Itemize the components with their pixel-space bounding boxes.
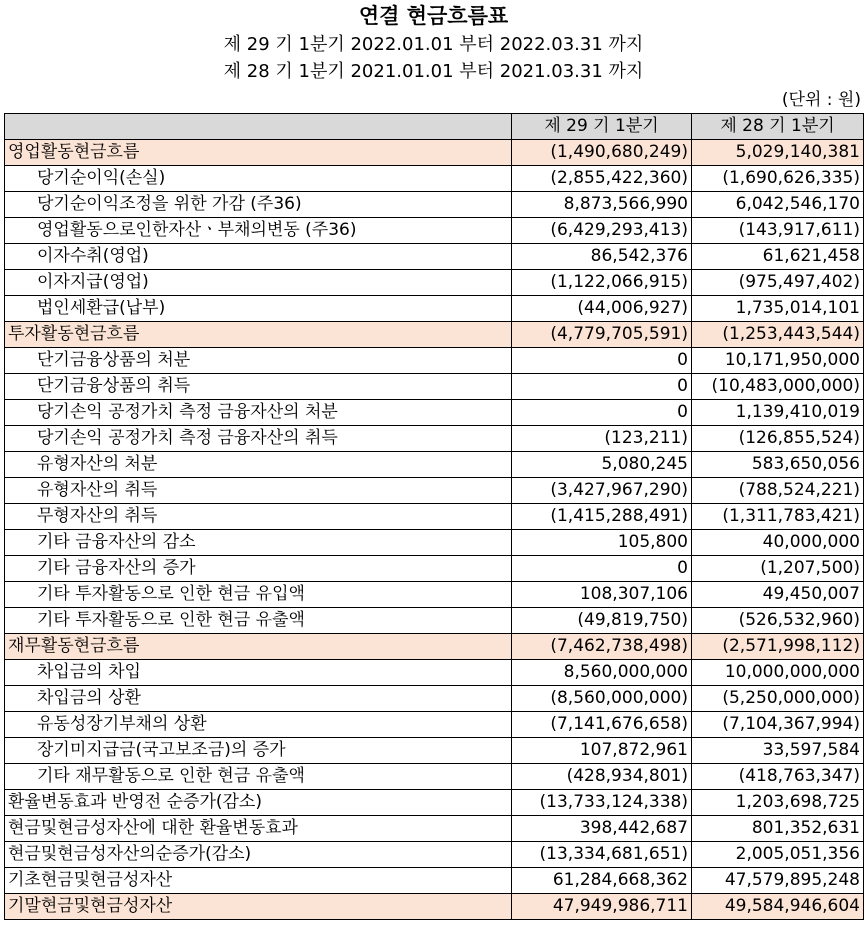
row-label: 당기순이익조정을 위한 가감 (주36) — [5, 192, 512, 218]
row-prior-value: (788,524,221) — [692, 478, 864, 504]
row-label: 무형자산의 취득 — [5, 504, 512, 530]
table-row — [5, 530, 864, 556]
table-row — [5, 686, 864, 712]
row-label: 현금및현금성자산에 대한 환율변동효과 — [5, 816, 512, 842]
table-row — [5, 452, 864, 478]
row-current-value: (1,490,680,249) — [512, 140, 692, 166]
row-label: 기타 금융자산의 증가 — [5, 556, 512, 582]
row-prior-value: (1,690,626,335) — [692, 166, 864, 192]
header-row — [5, 114, 864, 140]
table-row — [5, 478, 864, 504]
row-current-value: (13,334,681,651) — [512, 842, 692, 868]
row-current-value: 0 — [512, 348, 692, 374]
row-label: 단기금융상품의 취득 — [5, 374, 512, 400]
row-prior-value: (1,311,783,421) — [692, 504, 864, 530]
row-current-value: (6,429,293,413) — [512, 218, 692, 244]
table-row — [5, 426, 864, 452]
table-row — [5, 790, 864, 816]
row-label: 이자지급(영업) — [5, 270, 512, 296]
row-current-value: (13,733,124,338) — [512, 790, 692, 816]
row-prior-value: (418,763,347) — [692, 764, 864, 790]
period-current: 제 29 기 1분기 2022.01.01 부터 2022.03.31 까지 — [223, 34, 644, 55]
row-current-value: 8,560,000,000 — [512, 660, 692, 686]
table-row — [5, 270, 864, 296]
row-label: 차입금의 상환 — [5, 686, 512, 712]
table-row — [5, 244, 864, 270]
row-label: 당기순이익(손실) — [5, 166, 512, 192]
row-current-value: (1,415,288,491) — [512, 504, 692, 530]
row-prior-value: (5,250,000,000) — [692, 686, 864, 712]
row-current-value: (49,819,750) — [512, 608, 692, 634]
table-row — [5, 634, 864, 660]
table-row — [5, 738, 864, 764]
row-label: 당기손익 공정가치 측정 금융자산의 처분 — [5, 400, 512, 426]
row-label: 단기금융상품의 처분 — [5, 348, 512, 374]
row-prior-value: 801,352,631 — [692, 816, 864, 842]
row-prior-value: (975,497,402) — [692, 270, 864, 296]
row-label: 기타 재무활동으로 인한 현금 유출액 — [5, 764, 512, 790]
row-label: 유형자산의 처분 — [5, 452, 512, 478]
row-prior-value: 1,735,014,101 — [692, 296, 864, 322]
table-row — [5, 608, 864, 634]
row-prior-value: (1,253,443,544) — [692, 322, 864, 348]
row-current-value: (44,006,927) — [512, 296, 692, 322]
header-prior-period: 제 28 기 1분기 — [692, 114, 864, 140]
row-current-value: 47,949,986,711 — [512, 894, 692, 920]
table-row — [5, 348, 864, 374]
row-label: 재무활동현금흐름 — [5, 634, 512, 660]
row-label: 기말현금및현금성자산 — [5, 894, 512, 920]
row-prior-value: 2,005,051,356 — [692, 842, 864, 868]
row-current-value: 86,542,376 — [512, 244, 692, 270]
row-current-value: (8,560,000,000) — [512, 686, 692, 712]
row-prior-value: (526,532,960) — [692, 608, 864, 634]
row-label: 장기미지급금(국고보조금)의 증가 — [5, 738, 512, 764]
row-label: 유형자산의 취득 — [5, 478, 512, 504]
row-current-value: 398,442,687 — [512, 816, 692, 842]
row-current-value: (7,141,676,658) — [512, 712, 692, 738]
row-current-value: (2,855,422,360) — [512, 166, 692, 192]
row-current-value: 0 — [512, 374, 692, 400]
row-current-value: 0 — [512, 400, 692, 426]
row-prior-value: 47,579,895,248 — [692, 868, 864, 894]
row-prior-value: 61,621,458 — [692, 244, 864, 270]
row-prior-value: (10,483,000,000) — [692, 374, 864, 400]
table-row — [5, 504, 864, 530]
row-current-value: 8,873,566,990 — [512, 192, 692, 218]
row-current-value: (4,779,705,591) — [512, 322, 692, 348]
row-label: 기타 투자활동으로 인한 현금 유입액 — [5, 582, 512, 608]
table-row — [5, 140, 864, 166]
row-label: 기초현금및현금성자산 — [5, 868, 512, 894]
table-row — [5, 868, 864, 894]
row-current-value: 5,080,245 — [512, 452, 692, 478]
row-prior-value: (143,917,611) — [692, 218, 864, 244]
table-row — [5, 166, 864, 192]
row-label: 투자활동현금흐름 — [5, 322, 512, 348]
table-row — [5, 296, 864, 322]
header-current-period: 제 29 기 1분기 — [512, 114, 692, 140]
unit-label: (단위 : 원) — [781, 90, 861, 110]
row-label: 기타 투자활동으로 인한 현금 유출액 — [5, 608, 512, 634]
row-prior-value: 49,584,946,604 — [692, 894, 864, 920]
table-row — [5, 192, 864, 218]
row-prior-value: 33,597,584 — [692, 738, 864, 764]
table-row — [5, 712, 864, 738]
table-row — [5, 400, 864, 426]
table-row — [5, 218, 864, 244]
table-row — [5, 660, 864, 686]
row-label: 현금및현금성자산의순증가(감소) — [5, 842, 512, 868]
row-prior-value: 1,139,410,019 — [692, 400, 864, 426]
row-label: 차입금의 차입 — [5, 660, 512, 686]
row-current-value: 61,284,668,362 — [512, 868, 692, 894]
row-prior-value: 6,042,546,170 — [692, 192, 864, 218]
row-prior-value: (2,571,998,112) — [692, 634, 864, 660]
row-label: 유동성장기부채의 상환 — [5, 712, 512, 738]
table-row — [5, 556, 864, 582]
row-prior-value: 1,203,698,725 — [692, 790, 864, 816]
cash-flow-table — [4, 113, 864, 920]
table-row — [5, 894, 864, 920]
row-label: 영업활동으로인한자산ㆍ부채의변동 (주36) — [5, 218, 512, 244]
row-prior-value: 49,450,007 — [692, 582, 864, 608]
row-current-value: (1,122,066,915) — [512, 270, 692, 296]
row-current-value: 0 — [512, 556, 692, 582]
table-row — [5, 816, 864, 842]
row-prior-value: 10,171,950,000 — [692, 348, 864, 374]
table-row — [5, 374, 864, 400]
row-prior-value: (1,207,500) — [692, 556, 864, 582]
row-label: 환율변동효과 반영전 순증가(감소) — [5, 790, 512, 816]
row-current-value: 107,872,961 — [512, 738, 692, 764]
row-current-value: 108,307,106 — [512, 582, 692, 608]
row-current-value: 105,800 — [512, 530, 692, 556]
row-prior-value: 583,650,056 — [692, 452, 864, 478]
table-row — [5, 322, 864, 348]
row-label: 이자수취(영업) — [5, 244, 512, 270]
row-current-value: (428,934,801) — [512, 764, 692, 790]
header-label — [5, 114, 512, 140]
row-label: 당기손익 공정가치 측정 금융자산의 취득 — [5, 426, 512, 452]
period-prior: 제 28 기 1분기 2021.01.01 부터 2021.03.31 까지 — [223, 61, 644, 82]
row-label: 기타 금융자산의 감소 — [5, 530, 512, 556]
row-prior-value: 10,000,000,000 — [692, 660, 864, 686]
table-row — [5, 842, 864, 868]
row-label: 법인세환급(납부) — [5, 296, 512, 322]
table-row — [5, 582, 864, 608]
row-prior-value: 5,029,140,381 — [692, 140, 864, 166]
table-row — [5, 764, 864, 790]
row-label: 영업활동현금흐름 — [5, 140, 512, 166]
row-current-value: (123,211) — [512, 426, 692, 452]
row-prior-value: (7,104,367,994) — [692, 712, 864, 738]
row-current-value: (3,427,967,290) — [512, 478, 692, 504]
row-prior-value: 40,000,000 — [692, 530, 864, 556]
row-prior-value: (126,855,524) — [692, 426, 864, 452]
row-current-value: (7,462,738,498) — [512, 634, 692, 660]
statement-title: 연결 현금흐름표 — [358, 4, 509, 28]
